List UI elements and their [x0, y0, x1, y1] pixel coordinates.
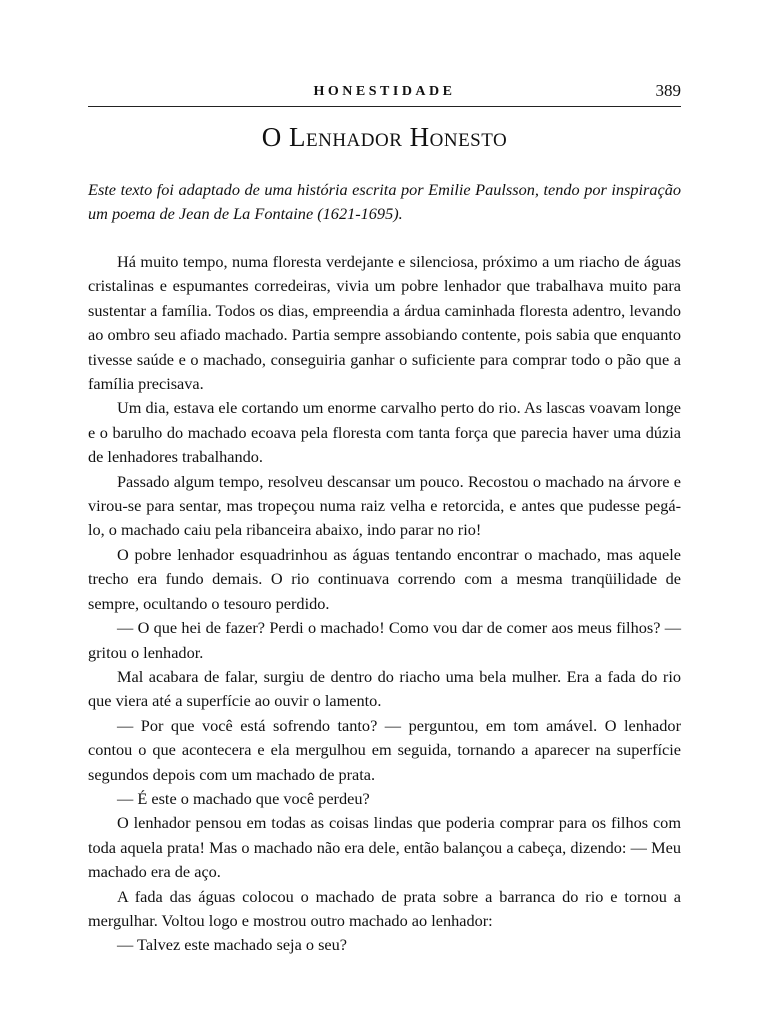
paragraph: Há muito tempo, numa floresta verdejante e silenciosa, próximo a um riacho de águas cristalinas e espumantes corredeiras, vivia um pobre lenhador que trabalhava muito para sustentar a família. Todos os dias, empreendia a árdua caminhada floresta adentro, levando ao ombro seu afiado machado. Partia sempre assobiando contente, pois sabia que enquanto tivesse saúde e o machado, conseguiria ganhar o suficiente para comprar todo o pão que a família precisava.: [88, 252, 681, 394]
intro-note: Este texto foi adaptado de uma história escrita por Emilie Paulsson, tendo por inspiração um poema de Jean de La Fontaine (1621-1695).: [88, 180, 681, 223]
page-number: 389: [655, 81, 681, 100]
paragraph: — O que hei de fazer? Perdi o machado! Como vou dar de comer aos meus filhos? — gritou o lenhador.: [88, 618, 681, 662]
paragraph: O lenhador pensou em todas as coisas lindas que poderia comprar para os filhos com toda aquela prata! Mas o machado não era dele, então balançou a cabeça, dizendo: — Meu machado era de aço.: [88, 813, 681, 882]
story-body: [88, 250, 681, 958]
paragraph: A fada das águas colocou o machado de prata sobre a barranca do rio e tornou a mergulhar. Voltou logo e mostrou outro machado ao lenhador:: [88, 886, 681, 930]
paragraph: Um dia, estava ele cortando um enorme carvalho perto do rio. As lascas voavam longe e o barulho do machado ecoava pela floresta com tanta força que parecia haver uma dúzia de lenhadores trabalhando.: [88, 398, 681, 467]
story-title: O Lenhador Honesto: [261, 122, 508, 152]
running-header: [88, 80, 681, 107]
running-title: HONESTIDADE: [313, 84, 456, 99]
paragraph: — Talvez este machado seja o seu?: [117, 935, 348, 955]
paragraph: — É este o machado que você perdeu?: [117, 788, 370, 808]
paragraph: Passado algum tempo, resolveu descansar um pouco. Recostou o machado na árvore e virou-se para sentar, mas tropeçou numa raiz velha e retorcida, e antes que pudesse pegá-lo, o machado caiu pela ribanceira abaixo, indo parar no rio!: [88, 471, 681, 540]
paragraph: Mal acabara de falar, surgiu de dentro do riacho uma bela mulher. Era a fada do rio que viera até a superfície ao ouvir o lamento.: [88, 666, 681, 711]
paragraph: — Por que você está sofrendo tanto? — perguntou, em tom amável. O lenhador contou o que acontecera e ela mergulhou em seguida, tornando a aparecer na superfície segundos depois com um machado de prata.: [88, 715, 681, 784]
paragraph: O pobre lenhador esquadrinhou as águas tentando encontrar o machado, mas aquele trecho era fundo demais. O rio continuava correndo com a mesma tranqüilidade de sempre, ocultando o tesouro perdido.: [88, 544, 681, 613]
